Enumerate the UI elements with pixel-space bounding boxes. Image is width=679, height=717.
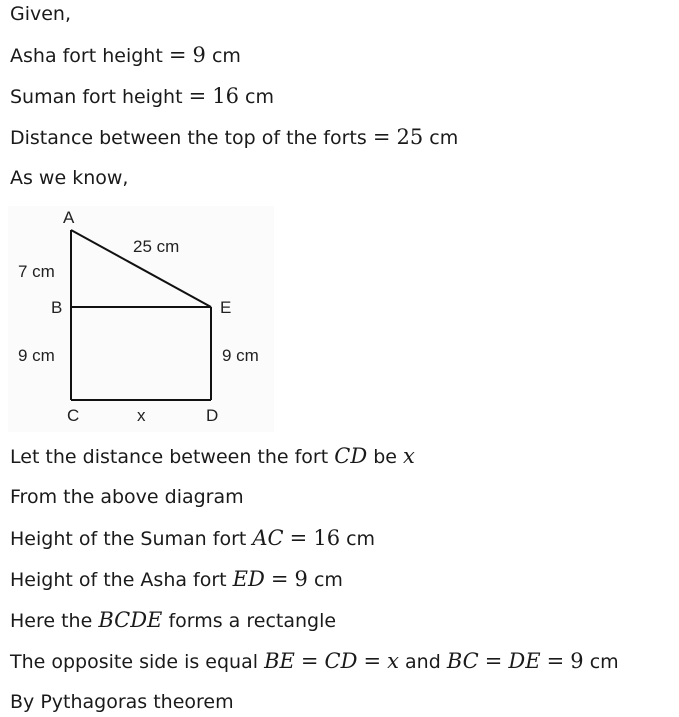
asha-height-text: Height of the Asha fort — [10, 569, 227, 591]
suman-height-text: Height of the Suman fort — [10, 528, 247, 550]
label-ed-length: 9 cm — [222, 346, 259, 365]
vertex-label-c: C — [67, 406, 80, 425]
equals-sign: = — [188, 84, 207, 108]
equals-sign: = — [300, 649, 319, 673]
asha-fort-height-value: 9 — [192, 43, 206, 67]
vertex-label-b: B — [51, 298, 63, 317]
forts-diagram — [8, 206, 274, 432]
let-distance-line — [10, 444, 415, 469]
equals-sign: = — [289, 526, 308, 550]
asha-fort-height-line — [10, 43, 241, 68]
var-x: x — [387, 649, 399, 673]
be-text: be — [373, 446, 397, 468]
distance-tops-value: 25 — [396, 125, 424, 149]
label-ab-length: 7 cm — [18, 262, 55, 281]
equals-sign: = — [270, 567, 289, 591]
from-diagram-line: From the above diagram — [10, 486, 244, 508]
vertex-label-e: E — [220, 298, 232, 317]
suman-fort-height-text: Suman fort height — [10, 86, 183, 108]
given-label: Given, — [10, 3, 72, 25]
equals-sign: = — [168, 43, 187, 67]
equals-sign: = — [372, 125, 391, 149]
opposite-sides-line — [10, 649, 619, 674]
label-cd-length: x — [137, 406, 146, 425]
suman-height-value: 16 — [313, 526, 341, 550]
var-be: BE — [264, 649, 295, 673]
distance-tops-line — [10, 125, 458, 150]
suman-height-line — [10, 526, 375, 551]
suman-fort-height-value: 16 — [212, 84, 239, 108]
let-text: Let the distance between the fort — [10, 446, 329, 468]
opposite-value: 9 — [570, 649, 584, 673]
suman-fort-height-line — [10, 84, 274, 109]
as-we-know-line: As we know, — [10, 167, 129, 189]
unit: cm — [589, 651, 619, 673]
equals-sign: = — [484, 649, 503, 673]
var-cd: CD — [324, 649, 358, 673]
unit: cm — [211, 45, 241, 67]
var-ac: AC — [252, 526, 284, 550]
var-ed: ED — [232, 567, 265, 591]
var-x: x — [403, 444, 415, 468]
var-cd: CD — [334, 444, 368, 468]
rectangle-line — [10, 608, 336, 633]
label-ae-length: 25 cm — [133, 237, 180, 256]
var-bc: BC — [446, 649, 479, 673]
equals-sign: = — [546, 649, 565, 673]
asha-fort-height-text: Asha fort height — [10, 45, 163, 67]
unit: cm — [313, 569, 343, 591]
equals-sign: = — [363, 649, 382, 673]
distance-tops-text: Distance between the top of the forts — [10, 127, 367, 149]
unit: cm — [429, 127, 459, 149]
asha-height-line — [10, 567, 343, 592]
var-bcde: BCDE — [98, 608, 163, 632]
here-the-text: Here the — [10, 610, 93, 632]
unit: cm — [346, 528, 376, 550]
and-text: and — [405, 651, 441, 673]
unit: cm — [245, 86, 274, 108]
forms-rectangle-text: forms a rectangle — [168, 610, 337, 632]
label-bc-length: 9 cm — [18, 346, 55, 365]
opposite-text: The opposite side is equal — [10, 651, 259, 673]
vertex-label-a: A — [63, 208, 75, 227]
pythagoras-line: By Pythagoras theorem — [10, 691, 234, 713]
asha-height-value: 9 — [294, 567, 308, 591]
vertex-label-d: D — [206, 406, 219, 425]
var-de: DE — [508, 649, 541, 673]
